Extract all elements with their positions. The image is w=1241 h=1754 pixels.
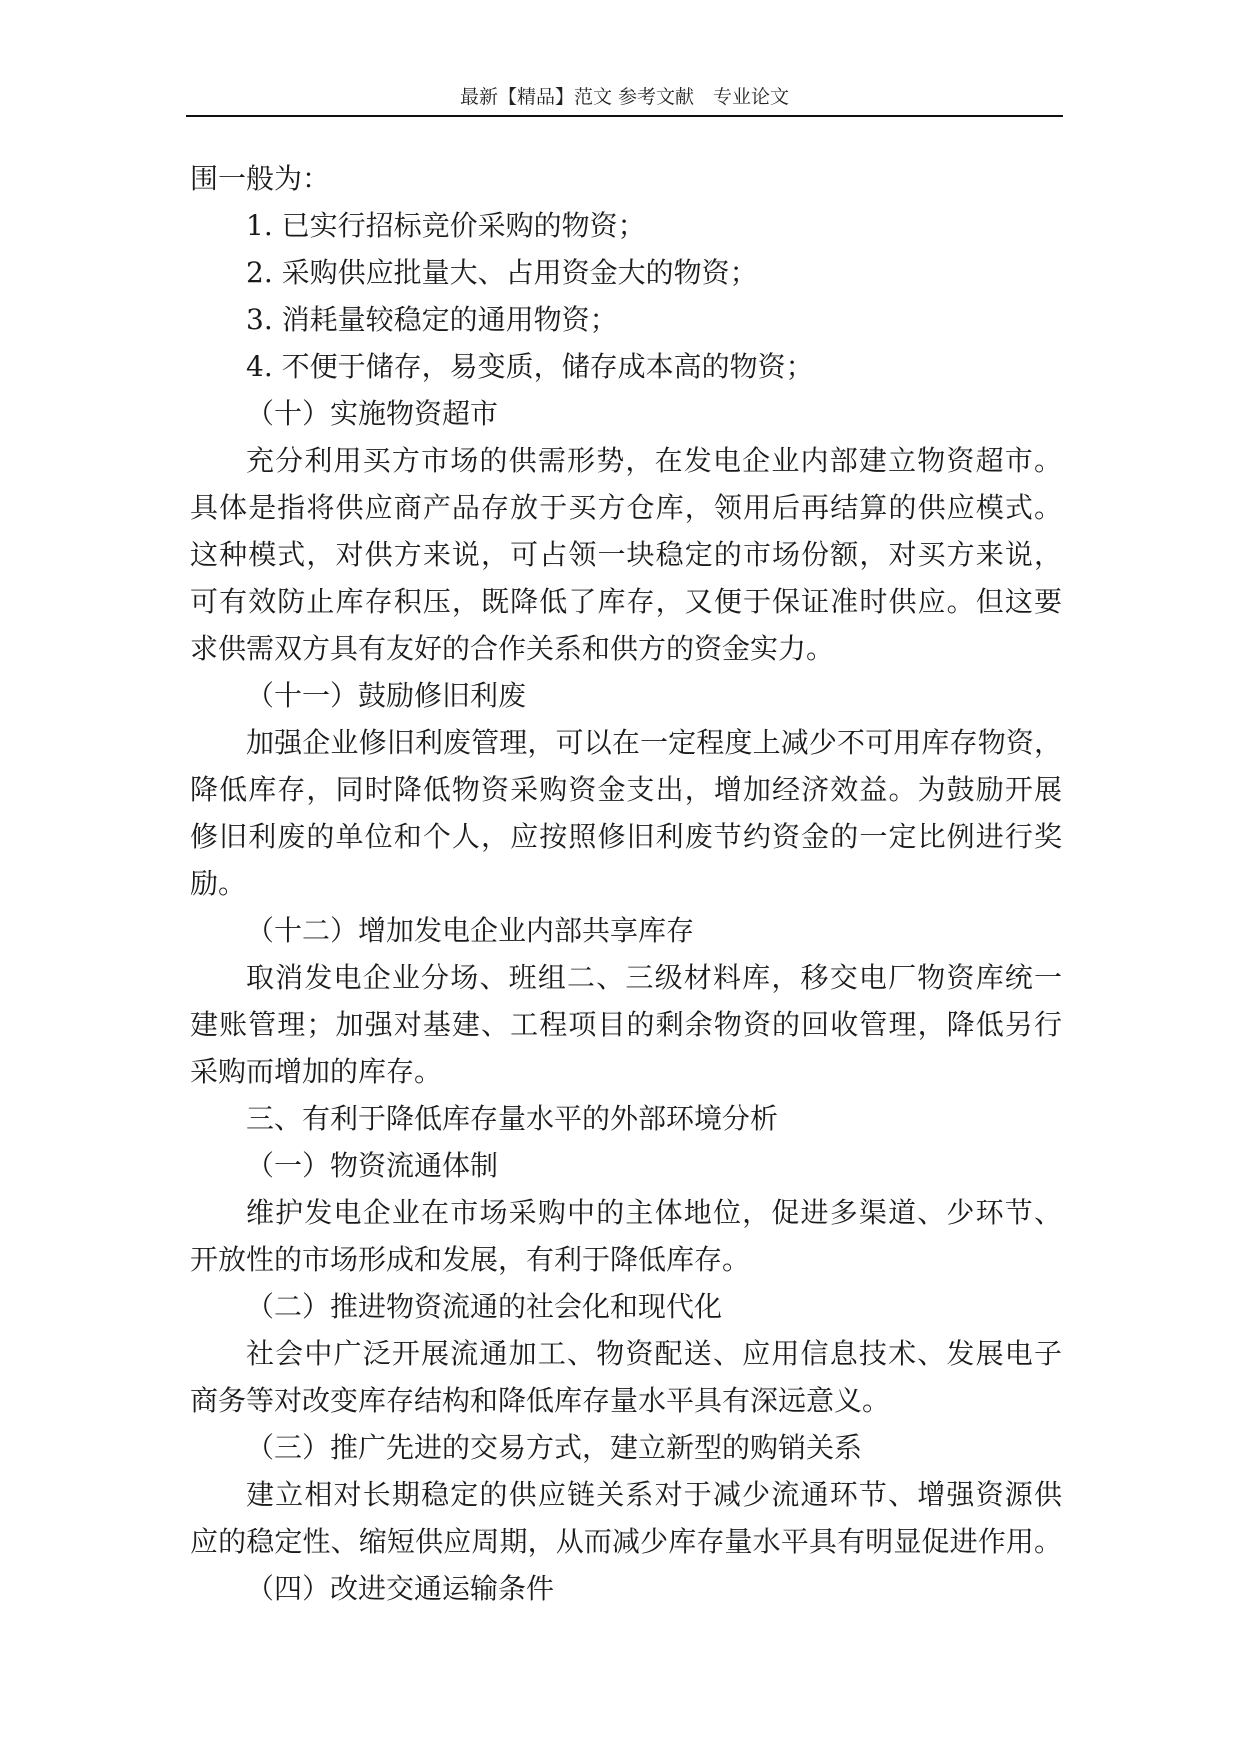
text-line: 应的稳定性、缩短供应周期，从而减少库存量水平具有明显促进作用。 — [190, 1525, 1062, 1558]
text-line: 建立相对长期稳定的供应链关系对于减少流通环节、增强资源供 — [246, 1478, 1062, 1511]
text-line: （十）实施物资超市 — [246, 397, 499, 430]
text-line: （四）改进交通运输条件 — [246, 1572, 555, 1605]
text-line: 建账管理；加强对基建、工程项目的剩余物资的回收管理，降低另行 — [190, 1008, 1062, 1041]
text-line: 商务等对改变库存结构和降低库存量水平具有深远意义。 — [190, 1384, 891, 1417]
text-line: 三、有利于降低库存量水平的外部环境分析 — [246, 1102, 779, 1135]
text-line: 降低库存，同时降低物资采购资金支出，增加经济效益。为鼓励开展 — [190, 773, 1062, 806]
text-line: （二）推进物资流通的社会化和现代化 — [246, 1290, 723, 1323]
text-line: 这种模式，对供方来说，可占领一块稳定的市场份额，对买方来说， — [190, 538, 1062, 571]
header-divider — [186, 115, 1063, 117]
text-line: 修旧利废的单位和个人，应按照修旧利废节约资金的一定比例进行奖 — [190, 820, 1062, 853]
text-line: 3. 消耗量较稳定的通用物资； — [246, 303, 618, 336]
text-line: 维护发电企业在市场采购中的主体地位，促进多渠道、少环节、 — [246, 1196, 1062, 1229]
body-text — [190, 155, 1062, 1612]
text-line: （三）推广先进的交易方式，建立新型的购销关系 — [246, 1431, 863, 1464]
text-line: 取消发电企业分场、班组二、三级材料库，移交电厂物资库统一 — [246, 961, 1062, 994]
text-line: 可有效防止库存积压，既降低了库存，又便于保证准时供应。但这要 — [190, 585, 1062, 618]
text-line: 求供需双方具有友好的合作关系和供方的资金实力。 — [190, 632, 835, 665]
text-line: （十一）鼓励修旧利废 — [246, 679, 527, 712]
text-line: （十二）增加发电企业内部共享库存 — [246, 914, 695, 947]
text-line: 4. 不便于储存，易变质，储存成本高的物资； — [246, 350, 814, 383]
text-line: 加强企业修旧利废管理，可以在一定程度上减少不可用库存物资， — [246, 726, 1062, 759]
text-line: 充分利用买方市场的供需形势，在发电企业内部建立物资超市。 — [246, 444, 1062, 477]
page-header: 最新【精品】范文 参考文献 专业论文 — [459, 86, 790, 108]
text-line: 社会中广泛开展流通加工、物资配送、应用信息技术、发展电子 — [246, 1337, 1062, 1370]
text-line: （一）物资流通体制 — [246, 1149, 499, 1182]
text-line: 1. 已实行招标竞价采购的物资； — [246, 209, 646, 242]
text-line: 具体是指将供应商产品存放于买方仓库，领用后再结算的供应模式。 — [190, 491, 1062, 524]
text-line: 围一般为： — [190, 162, 331, 195]
text-line: 2. 采购供应批量大、占用资金大的物资； — [246, 256, 758, 289]
text-line: 开放性的市场形成和发展，有利于降低库存。 — [190, 1243, 751, 1276]
text-line: 采购而增加的库存。 — [190, 1055, 443, 1088]
text-line: 励。 — [190, 867, 247, 900]
